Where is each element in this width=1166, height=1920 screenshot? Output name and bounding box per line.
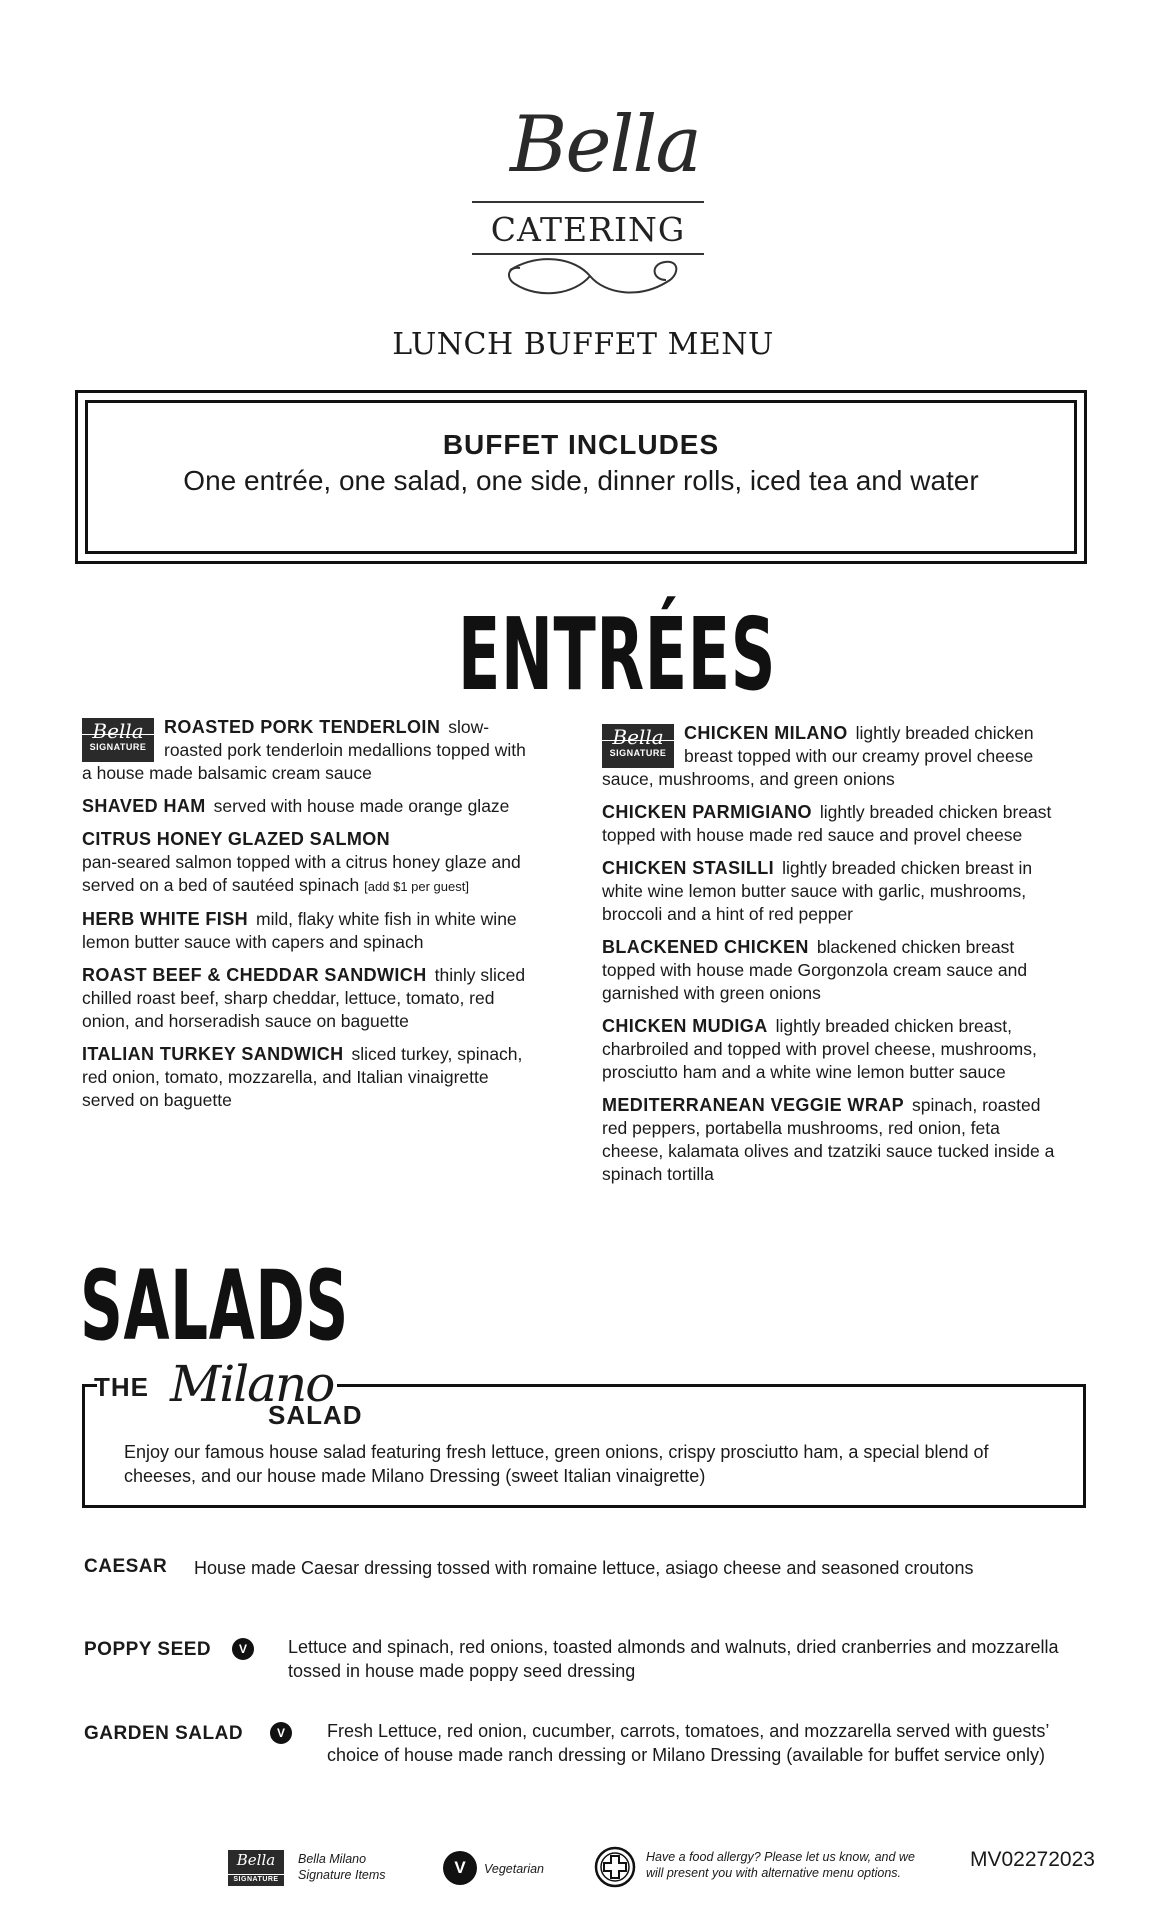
legend-signature-badge: Bella SIGNATURE bbox=[228, 1850, 284, 1886]
entree-item bbox=[82, 1043, 537, 1112]
legend-allergy-text: Have a food allergy? Please let us know, and we will present you with alternative menu options. bbox=[646, 1850, 915, 1880]
bella-catering-logo bbox=[470, 100, 706, 310]
entree-item bbox=[602, 1094, 1057, 1186]
entree-item bbox=[82, 908, 537, 954]
milano-the-label: THE bbox=[94, 1372, 149, 1402]
entree-name: ROAST BEEF & CHEDDAR SANDWICH bbox=[82, 965, 427, 985]
salad-name-poppy-seed: POPPY SEED bbox=[84, 1639, 212, 1660]
buffet-includes-inner-border bbox=[85, 400, 1077, 554]
allergy-icon bbox=[594, 1846, 636, 1888]
entree-item bbox=[602, 801, 1057, 847]
entree-item bbox=[602, 1015, 1057, 1084]
buffet-includes-box bbox=[75, 390, 1087, 564]
entree-item bbox=[602, 857, 1057, 926]
entree-item bbox=[82, 716, 537, 785]
entrees-title: ENTRÉES bbox=[458, 596, 776, 713]
entree-name: CHICKEN MILANO bbox=[684, 723, 848, 743]
entrees-left-column bbox=[82, 716, 537, 1122]
signature-badge: Bella SIGNATURE bbox=[82, 718, 154, 762]
logo-divider-top bbox=[472, 201, 704, 203]
entree-name: SHAVED HAM bbox=[82, 796, 206, 816]
signature-badge: Bella SIGNATURE bbox=[602, 724, 674, 768]
logo-catering-text: CATERING bbox=[490, 210, 686, 249]
menu-title: LUNCH BUFFET MENU bbox=[392, 327, 774, 362]
entree-description: spinach, roasted red peppers, portabella mushrooms, red onion, feta cheese, kalamata olives and tzatziki sauce tucked inside a spinach tortilla bbox=[602, 1095, 1055, 1184]
entree-description: thinly sliced chilled roast beef, sharp cheddar, lettuce, tomato, red onion, and horseradish sauce on baguette bbox=[82, 965, 526, 1031]
entree-name: ITALIAN TURKEY SANDWICH bbox=[82, 1044, 344, 1064]
salad-name-garden: GARDEN SALAD bbox=[84, 1723, 244, 1744]
entree-item bbox=[82, 828, 537, 898]
entree-name: CHICKEN PARMIGIANO bbox=[602, 802, 812, 822]
salad-description-poppy-seed: Lettuce and spinach, red onions, toasted almonds and walnuts, dried cranberries and mozzarella tossed in house made poppy seed dressing bbox=[288, 1637, 1059, 1681]
vegetarian-icon: V bbox=[270, 1722, 292, 1744]
milano-salad-label: SALAD bbox=[268, 1400, 363, 1430]
entree-description: lightly breaded chicken breast topped with house made red sauce and provel cheese bbox=[602, 802, 1052, 845]
entree-name: CITRUS HONEY GLAZED SALMON bbox=[82, 829, 391, 849]
entree-description: slow-roasted pork tenderloin medallions topped with a house made balsamic cream sauce bbox=[82, 717, 526, 783]
salad-name-caesar: CAESAR bbox=[84, 1556, 168, 1577]
entree-item bbox=[602, 722, 1057, 791]
buffet-includes-text: One entrée, one salad, one side, dinner rolls, iced tea and water bbox=[183, 465, 979, 496]
entree-item bbox=[82, 964, 537, 1033]
entree-description: lightly breaded chicken breast in white wine lemon butter sauce with garlic, mushrooms, broccoli and a hint of red pepper bbox=[602, 858, 1033, 924]
entree-description: lightly breaded chicken breast, charbroiled and topped with provel cheese, mushrooms, prosciutto ham and a white wine lemon butter sauce bbox=[602, 1016, 1037, 1082]
entree-description: sliced turkey, spinach, red onion, tomato, mozzarella, and Italian vinaigrette served on baguette bbox=[82, 1044, 523, 1110]
salad-description-caesar: House made Caesar dressing tossed with romaine lettuce, asiago cheese and seasoned croutons bbox=[194, 1558, 974, 1578]
entree-name: HERB WHITE FISH bbox=[82, 909, 248, 929]
vegetarian-icon: V bbox=[232, 1638, 254, 1660]
legend-vegetarian-text: Vegetarian bbox=[484, 1862, 544, 1876]
entree-item bbox=[602, 936, 1057, 1005]
entrees-right-column bbox=[602, 722, 1057, 1196]
milano-script-label: Milano bbox=[170, 1355, 334, 1413]
legend-vegetarian-icon: V bbox=[443, 1851, 477, 1885]
entree-name: CHICKEN MUDIGA bbox=[602, 1016, 768, 1036]
entree-description: lightly breaded chicken breast topped with our creamy provel cheese sauce, mushrooms, and green onions bbox=[602, 723, 1034, 789]
entree-price-note: [add $1 per guest] bbox=[364, 879, 469, 894]
salads-title: SALADS bbox=[80, 1250, 349, 1362]
entree-description: mild, flaky white fish in white wine lemon butter sauce with capers and spinach bbox=[82, 909, 517, 952]
buffet-includes-heading: BUFFET INCLUDES bbox=[442, 429, 720, 460]
logo-bella-script: Bella bbox=[510, 100, 700, 190]
entree-name: MEDITERRANEAN VEGGIE WRAP bbox=[602, 1095, 905, 1115]
menu-version-code: MV02272023 bbox=[970, 1848, 1095, 1871]
entree-description: served with house made orange glaze bbox=[213, 796, 510, 816]
entree-description: pan-seared salmon topped with a citrus honey glaze and served on a bed of sautéed spinach bbox=[82, 852, 521, 895]
entree-description: blackened chicken breast topped with house made Gorgonzola cream sauce and garnished with green onions bbox=[602, 937, 1028, 1003]
milano-salad-description: Enjoy our famous house salad featuring fresh lettuce, green onions, crispy prosciutto ham, a special blend of cheeses, and our house made Milano Dressing (sweet Italian vinaigrette) bbox=[124, 1442, 989, 1486]
entree-name: ROASTED PORK TENDERLOIN bbox=[164, 717, 441, 737]
entree-item bbox=[82, 795, 537, 818]
entree-name: CHICKEN STASILLI bbox=[602, 858, 775, 878]
salad-description-garden: Fresh Lettuce, red onion, cucumber, carrots, tomatoes, and mozzarella served with guests’ choice of house made ranch dressing or Milano Dressing (available for buffet service only) bbox=[327, 1721, 1049, 1765]
legend-signature-text: Bella Milano Signature Items bbox=[298, 1852, 386, 1882]
entree-name: BLACKENED CHICKEN bbox=[602, 937, 809, 957]
logo-swirl-ornament bbox=[480, 250, 700, 306]
